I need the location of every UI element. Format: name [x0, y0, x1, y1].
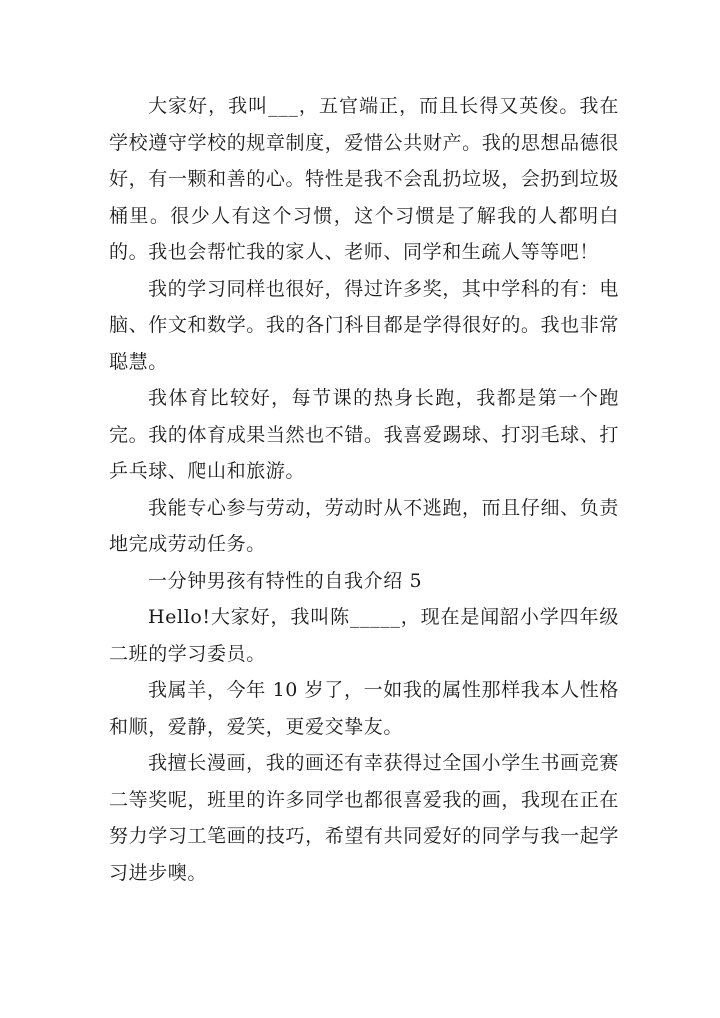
paragraph: 我属羊，今年 10 岁了，一如我的属性那样我本人性格和顺，爱静，爱笑，更爱交挚友。: [109, 679, 619, 738]
paragraph: 大家好，我叫___，五官端正，而且长得又英俊。我在学校遵守学校的规章制度，爱惜公共财产。我的思想品德很好，有一颗和善的心。特性是我不会乱扔垃圾，会扔到垃圾桶里。很少人有这个习惯，这个习惯是了解我的人都明白的。我也会帮忙我的家人、老师、同学和生疏人等等吧！: [109, 95, 619, 263]
paragraph: 我能专心参与劳动，劳动时从不逃跑，而且仔细、负责地完成劳动任务。: [109, 496, 619, 555]
paragraph: 我擅长漫画，我的画还有幸获得过全国小学生书画竞赛二等奖呢，班里的许多同学也都很喜爱我的画，我现在正在努力学习工笔画的技巧，希望有共同爱好的同学与我一起学习进步噢。: [109, 752, 619, 884]
document-page: [109, 88, 619, 891]
section-title: 一分钟男孩有特性的自我介绍 5: [148, 569, 423, 592]
paragraph: 我体育比较好，每节课的热身长跑，我都是第一个跑完。我的体育成果当然也不错。我喜爱踢球、打羽毛球、打乒乓球、爬山和旅游。: [109, 387, 619, 482]
paragraph: Hello!大家好，我叫陈_____，现在是闻韶小学四年级二班的学习委员。: [109, 606, 619, 665]
paragraph: 我的学习同样也很好，得过许多奖，其中学科的有：电脑、作文和数学。我的各门科目都是学得很好的。我也非常聪慧。: [109, 277, 619, 373]
